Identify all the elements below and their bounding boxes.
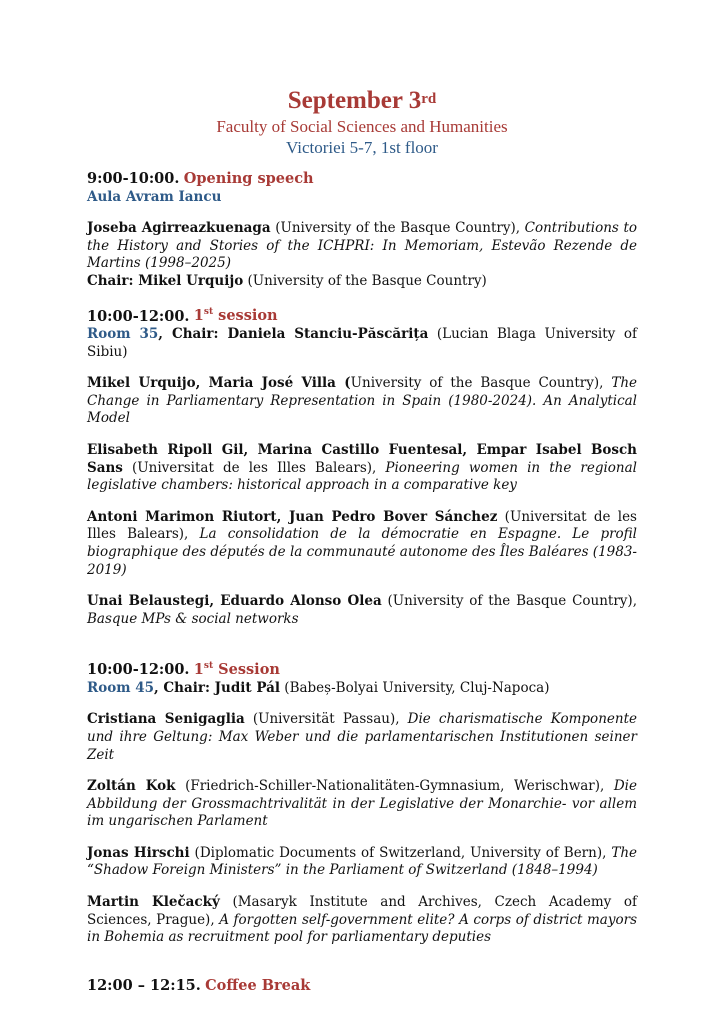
session-label (194, 661, 280, 678)
day-title-text: September 3 (287, 87, 422, 114)
day-title-suffix: rd (421, 91, 437, 107)
paper-authors: Martin Klečacký (87, 894, 220, 911)
session-word: session (213, 307, 278, 325)
paper-title: Pioneering women in the regional legislative chambers: historical approach in a comparative key (87, 459, 637, 494)
day-title (0, 86, 724, 116)
break-time: 12:00 – 12:15. (87, 976, 201, 994)
paper-affiliation: (Universitat de les Illes Balears), (87, 508, 637, 543)
session-label (194, 307, 278, 324)
paper-authors: Zoltán Kok (87, 778, 176, 795)
paper-affiliation: (Universitat de les Illes Balears), (122, 459, 386, 476)
chair-name: , Chair: Judit Pál (154, 679, 281, 696)
session-number-suffix: st (203, 307, 214, 318)
opening-block (87, 170, 637, 291)
paper-affiliation: (Universität Passau), (244, 711, 408, 728)
day-header (0, 86, 724, 158)
session-time: 10:00-12:00. (87, 307, 190, 325)
paper-title: La consolidation de la démocratie en Espagne. Le profil biographique des députés de la communauté autonome des Îles Baléares (1983-2019) (87, 526, 637, 578)
paper-authors: Elisabeth Ripoll Gil, Marina Castillo Fuentesal, Empar Isabel Bosch Sans (87, 441, 637, 476)
paper-title: Die Abbildung der Grossmachtrivalität in der Legislative der Monarchie- vor allem im ungarischen Parlament (87, 778, 637, 830)
session-word: Session (213, 661, 280, 679)
paper-affiliation: (Masaryk Institute and Archives, Czech Academy of Sciences, Prague), (87, 894, 637, 928)
paper-entry (87, 509, 637, 579)
paper-entry (87, 442, 637, 495)
speaker-name: Joseba Agirreazkuenaga (87, 220, 271, 237)
session-number: 1 (193, 307, 204, 325)
paper-entry (87, 375, 637, 428)
paper-authors: Antoni Marimon Riutort, Juan Pedro Bover Sánchez (87, 508, 498, 525)
opening-chair (87, 273, 637, 291)
venue-address: Victoriei 5-7, 1st floor (286, 138, 438, 157)
session-room-chair (87, 680, 637, 698)
room-name: Room 35 (87, 325, 159, 342)
opening-talk (87, 220, 637, 273)
session-number-suffix: st (203, 661, 214, 672)
opening-time: 9:00-10:00. (87, 170, 180, 187)
paper-affiliation: (Diplomatic Documents of Switzerland, University of Bern), (189, 844, 612, 861)
break-event: Coffee Break (205, 976, 311, 994)
faculty-name: Faculty of Social Sciences and Humanities (216, 117, 508, 136)
session-time: 10:00-12:00. (87, 661, 190, 679)
room-name: Room 45 (87, 679, 154, 696)
paper-authors: Cristiana Senigaglia (87, 711, 245, 728)
paper-title: The Change in Parliamentary Representation in Spain (1980-2024). An Analytical Model (87, 375, 638, 427)
chair-name: , Chair: Daniela Stanciu-Păscărița (158, 325, 429, 342)
paper-affiliation: University of the Basque Country), (350, 375, 612, 392)
paper-entry (87, 711, 637, 764)
session-room-45 (87, 658, 637, 947)
paper-title: Basque MPs & social networks (87, 610, 299, 627)
session-room-35 (87, 305, 637, 629)
paper-affiliation: (University of the Basque Country), (381, 593, 637, 610)
paper-entry (87, 593, 637, 628)
session-number: 1 (193, 661, 204, 679)
paper-title: Die charismatische Komponente und ihre Geltung: Max Weber und die parlamentarischen Institutionen seiner Zeit (87, 711, 637, 763)
session-room-chair (87, 326, 637, 361)
schedule (87, 170, 637, 995)
paper-authors: Unai Belaustegi, Eduardo Alonso Olea (87, 593, 382, 610)
paper-entry (87, 778, 637, 831)
coffee-break (87, 977, 637, 996)
speaker-affiliation: (University of the Basque Country), (270, 220, 525, 237)
paper-authors: Mikel Urquijo, Maria José Villa ( (87, 375, 351, 392)
chair-name: Chair: Mikel Urquijo (87, 272, 244, 289)
chair-affiliation: (Lucian Blaga University of Sibiu) (87, 325, 637, 360)
paper-title: The “Shadow Foreign Ministers” in the Parliament of Switzerland (1848–1994) (87, 844, 638, 879)
paper-entry (87, 894, 637, 947)
opening-event: Opening speech (183, 170, 314, 187)
opening-location: Aula Avram Iancu (87, 188, 222, 205)
paper-title: A forgotten self-government elite? A corps of district mayors in Bohemia as recruitment pool for parliamentary deputies (87, 911, 637, 946)
paper-entry (87, 845, 637, 880)
paper-authors: Jonas Hirschi (87, 844, 190, 861)
paper-affiliation: (Friedrich-Schiller-Nationalitäten-Gymnasium, Werischwar), (175, 778, 614, 795)
chair-affiliation: (Babeș-Bolyai University, Cluj-Napoca) (280, 679, 550, 696)
talk-title: Contributions to the History and Stories of the ICHPRI: In Memoriam, Estevão Rezende de Martins (1998–2025) (87, 220, 637, 272)
chair-affiliation: (University of the Basque Country) (243, 272, 487, 289)
